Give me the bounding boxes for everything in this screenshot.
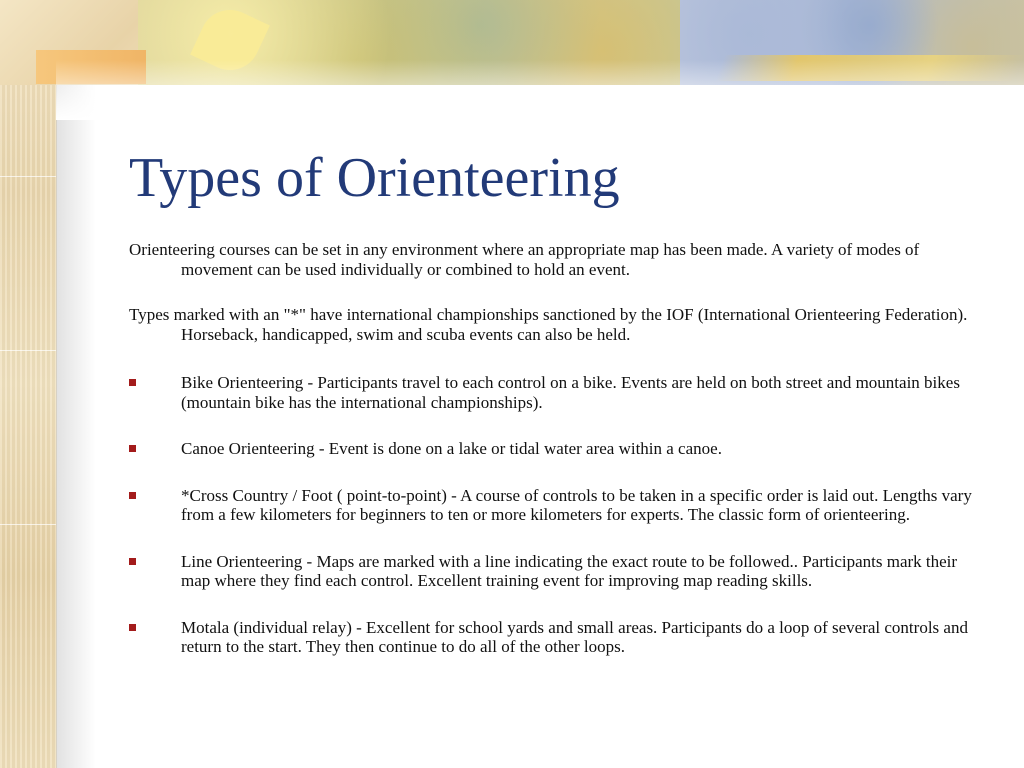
square-bullet-icon (129, 624, 136, 631)
bullet-item (129, 552, 989, 591)
square-bullet-icon (129, 558, 136, 565)
strip-divider (0, 350, 56, 351)
bullet-text: Canoe Orienteering - Event is done on a lake or tidal water area within a canoe. (181, 439, 722, 458)
bullet-item (129, 439, 989, 459)
slide-body (129, 240, 989, 684)
bullet-item (129, 373, 989, 412)
bullet-item (129, 618, 989, 657)
square-bullet-icon (129, 445, 136, 452)
bullet-text: Line Orienteering - Maps are marked with a line indicating the exact route to be followed.. Participants mark their map where they find each control. Excellent training event for improving map reading skills. (181, 551, 958, 590)
intro-paragraph: Orienteering courses can be set in any environment where an appropriate map has been made. A variety of modes of movement can be used individually or combined to hold an event. (129, 240, 920, 279)
banner-fade (56, 60, 1024, 120)
intro-paragraph: Types marked with an "*" have international championships sanctioned by the IOF (International Orienteering Federation). Horseback, handicapped, swim and scuba events can also be held. (129, 305, 968, 344)
slide-title: Types of Orienteering (129, 147, 620, 209)
strip-divider (0, 176, 56, 177)
bullet-text: Bike Orienteering - Participants travel to each control on a bike. Events are held on both street and mountain bikes (mountain bike has the international championships). (181, 373, 960, 412)
bullet-text: *Cross Country / Foot ( point-to-point) - A course of controls to be taken in a specific order is laid out. Lengths vary from a few kilometers for beginners to ten or more kilometers for experts. The classic form of orienteering. (181, 485, 972, 524)
bullet-text: Motala (individual relay) - Excellent for school yards and small areas. Participants do a loop of several controls and return to the start. They then continue to do all of the other loops. (181, 617, 968, 656)
square-bullet-icon (129, 379, 136, 386)
bullet-item (129, 486, 989, 525)
square-bullet-icon (129, 492, 136, 499)
parchment-strip (0, 0, 57, 768)
strip-divider (0, 524, 56, 525)
